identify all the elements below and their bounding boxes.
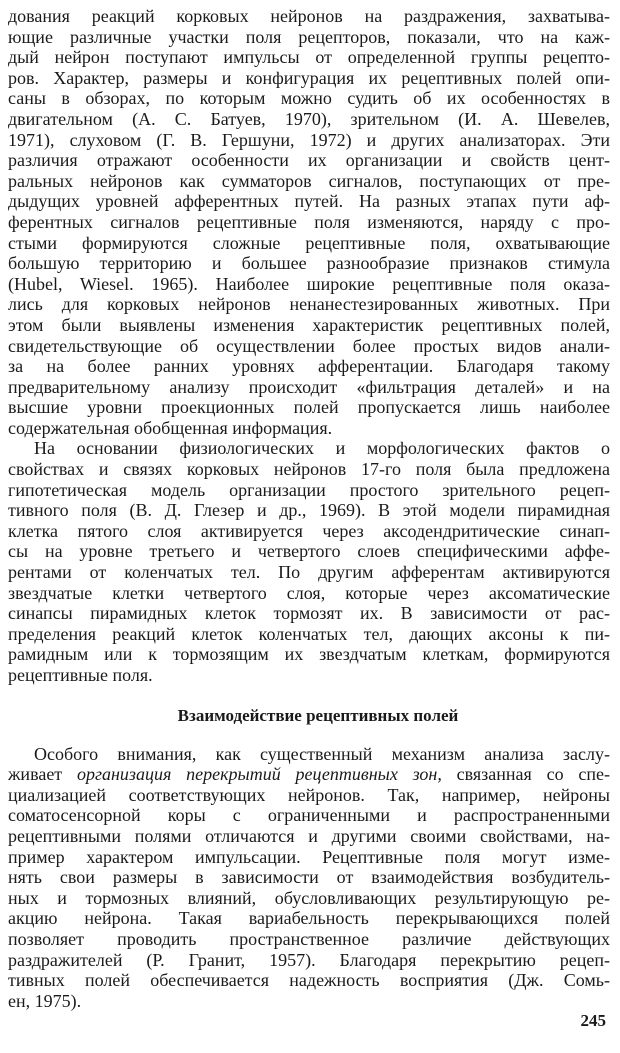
text-line: пределения реакций клеток коленчатых тел, дающих аксоны к пи-	[8, 623, 610, 644]
text-line: клетка пятого слоя активируется через аксодендритические синап-	[8, 520, 610, 541]
text-line: циализацией соответствующих нейронов. Так, например, нейроны	[8, 784, 610, 805]
text-line: дый нейрон поступают импульсы от определенной группы рецепто-	[8, 47, 610, 68]
italic-term: организация перекрытий рецептивных зон,	[76, 764, 442, 785]
text-line: стыми формируются сложные рецептивные поля, охватывающие	[8, 232, 610, 253]
text-line: двигательном (А. С. Батуев, 1970), зрительном (И. А. Шевелев,	[8, 108, 610, 129]
text-line: дыдущих уровней афферентных путей. На разных этапах пути аф-	[8, 191, 610, 212]
text-line: ющие различные участки поля рецепторов, показали, что на каж-	[8, 26, 610, 47]
text-segment: живает	[8, 764, 77, 785]
text-line: На основании физиологических и морфологических фактов о	[34, 438, 610, 459]
page-number: 245	[580, 1011, 606, 1030]
paragraph-3	[8, 744, 610, 1012]
section-heading: Взаимодействие рецептивных полей	[177, 705, 459, 725]
text-line: различия отражают особенности их организации и свойств цент-	[8, 150, 610, 171]
text-line: лись для корковых нейронов ненанестезированных животных. При	[8, 294, 610, 315]
text-line: ров. Характер, размеры и конфигурация их рецептивных полей опи-	[8, 67, 610, 88]
text-line: за на более ранних уровнях афферентации. Благодаря такому	[8, 356, 610, 377]
text-line: ральных нейронов как сумматоров сигналов, поступающих от пре-	[8, 170, 610, 191]
text-line: нять свои размеры в зависимости от взаимодействия возбудитель-	[8, 867, 610, 888]
page-body	[8, 6, 610, 1011]
text-line-with-italic	[8, 764, 610, 785]
text-line: тивного поля (В. Д. Глезер и др., 1969). В этой модели пирамидная	[8, 500, 610, 521]
text-line: рамидным или к тормозящим их звездчатым клеткам, формируются	[8, 644, 610, 665]
text-line: рецептивные поля.	[8, 665, 153, 685]
text-line: звездчатые клетки четвертого слоя, которые через аксоматические	[8, 582, 610, 603]
text-segment: связанная со спе-	[441, 764, 610, 785]
paragraph-2	[8, 438, 610, 685]
text-line: соматосенсорной коры с ограниченными и распространенными	[8, 805, 610, 826]
text-line: предварительному анализу происходит «фильтрация деталей» и на	[8, 376, 610, 397]
paragraph-1	[8, 6, 610, 438]
text-line: рецептивными полями отличаются и другими своими свойствами, на-	[8, 825, 610, 846]
text-line: дования реакций корковых нейронов на раздражения, захватыва-	[8, 6, 610, 26]
text-line: позволяет проводить пространственное различие действующих	[8, 928, 610, 949]
text-line: (Hubel, Wiesel. 1965). Наиболее широкие рецептивные поля оказа-	[8, 273, 610, 294]
text-line: тивных полей обеспечивается надежность восприятия (Дж. Сомь-	[8, 970, 610, 991]
text-line: синапсы пирамидных клеток тормозят их. В зависимости от рас-	[8, 603, 610, 624]
text-line: акцию нейрона. Такая вариабельность перекрывающихся полей	[8, 908, 610, 929]
text-line: пример характером импульсации. Рецептивные поля могут изме-	[8, 846, 610, 867]
text-line: ен, 1975).	[8, 990, 82, 1011]
text-line: саны в обзорах, по которым можно судить об их особенностях в	[8, 88, 610, 109]
text-line: свойствах и связях корковых нейронов 17-го поля была предложена	[8, 459, 610, 480]
text-line: высшие уровни проекционных полей пропускается лишь наиболее	[8, 397, 610, 418]
text-line: содержательная обобщенная информация.	[8, 417, 333, 438]
text-line: большую территорию и большее разнообразие признаков стимула	[8, 253, 610, 274]
text-line: ферентных сигналов рецептивные поля изменяются, наряду с про-	[8, 211, 610, 232]
text-line: 1971), слуховом (Г. В. Гершуни, 1972) и других анализаторах. Эти	[8, 129, 610, 150]
text-line: сы на уровне третьего и четвертого слоев специфическими аффе-	[8, 541, 610, 562]
text-line: рентами от коленчатых тел. По другим афферентам активируются	[8, 562, 610, 583]
text-line: гипотетическая модель организации простого зрительного рецеп-	[8, 479, 610, 500]
text-line: раздражителей (Р. Гранит, 1957). Благодаря перекрытию рецеп-	[8, 949, 610, 970]
text-line: Особого внимания, как существенный механизм анализа заслу-	[34, 743, 610, 764]
text-line: этом были выявлены изменения характеристик рецептивных полей,	[8, 314, 610, 335]
text-line: свидетельствующие об осуществлении более простых видов анали-	[8, 335, 610, 356]
text-line: ных и тормозных влияний, обусловливающих результирующую ре-	[8, 887, 610, 908]
